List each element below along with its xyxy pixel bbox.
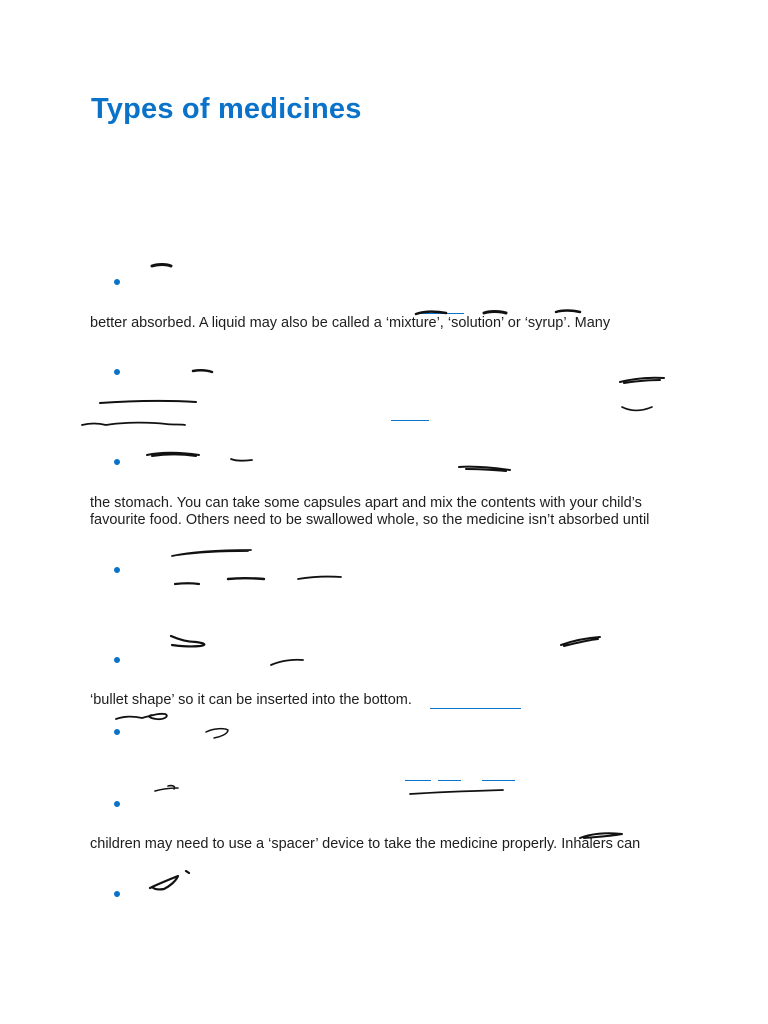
redaction-scribble <box>271 660 303 665</box>
redaction-scribble <box>100 401 196 403</box>
redacted-link[interactable] <box>420 313 464 314</box>
redaction-scribble <box>147 453 199 456</box>
list-bullet <box>114 891 120 897</box>
redaction-scribble <box>82 423 185 425</box>
redaction-scribble <box>622 407 652 410</box>
redaction-scribble <box>459 467 510 471</box>
redaction-scribble <box>152 265 171 267</box>
redaction-scribble <box>556 311 580 313</box>
redacted-link[interactable] <box>430 708 521 709</box>
body-text-line: better absorbed. A liquid may also be called a ‘mixture’, ‘solution’ or ‘syrup’. Many <box>90 315 611 331</box>
redaction-scribble <box>175 583 199 584</box>
redaction-scribble <box>620 378 664 383</box>
redaction-scribble <box>410 790 503 794</box>
redaction-scribble <box>193 370 212 372</box>
redacted-link[interactable] <box>391 420 429 421</box>
redaction-scribble <box>150 871 189 889</box>
redacted-link[interactable] <box>438 780 461 781</box>
redaction-scribble <box>172 550 251 556</box>
redaction-scribble <box>484 312 506 314</box>
redaction-scribble <box>298 577 341 579</box>
list-bullet <box>114 279 120 285</box>
redacted-link[interactable] <box>405 780 431 781</box>
redaction-scribble <box>206 729 228 738</box>
page-title: Types of medicines <box>91 93 362 125</box>
body-text-line: children may need to use a ‘spacer’ device to take the medicine properly. Inhalers can <box>90 836 641 852</box>
redaction-scribble <box>116 714 167 719</box>
body-text-line: favourite food. Others need to be swallowed whole, so the medicine isn’t absorbed until <box>90 512 650 528</box>
redaction-scribble <box>171 636 204 646</box>
redaction-scribble <box>561 637 600 646</box>
body-text-line: the stomach. You can take some capsules apart and mix the contents with your child’s <box>90 495 642 511</box>
redaction-scribble <box>231 459 252 461</box>
redaction-scribble <box>155 786 178 791</box>
redacted-link[interactable] <box>482 780 515 781</box>
list-bullet <box>114 459 120 465</box>
list-bullet <box>114 729 120 735</box>
body-text-line: ‘bullet shape’ so it can be inserted into the bottom. <box>90 692 412 708</box>
list-bullet <box>114 369 120 375</box>
list-bullet <box>114 567 120 573</box>
list-bullet <box>114 657 120 663</box>
list-bullet <box>114 801 120 807</box>
redaction-scribble <box>228 578 264 579</box>
